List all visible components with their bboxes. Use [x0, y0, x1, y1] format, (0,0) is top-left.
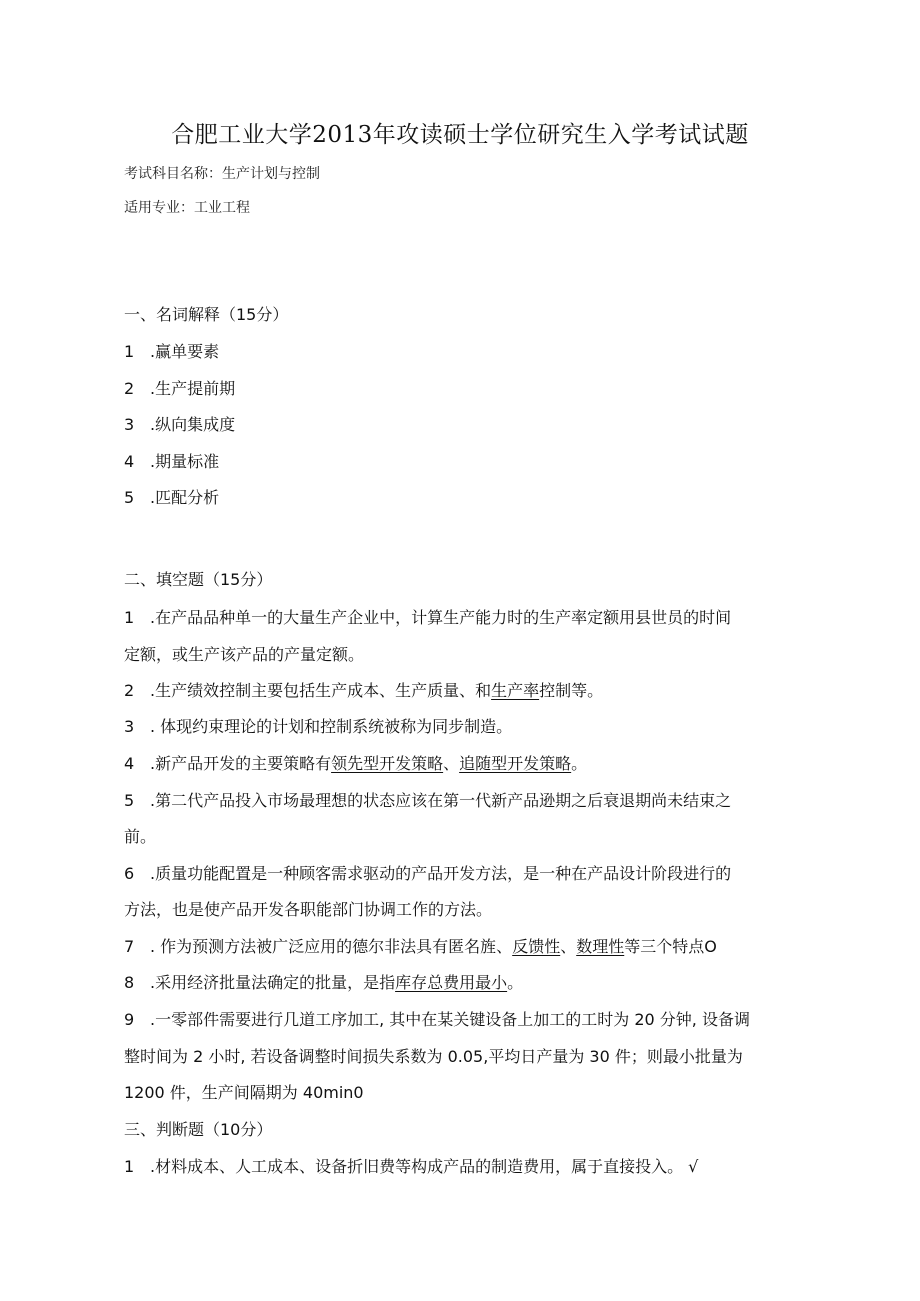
- item-text: .生产提前期: [150, 379, 236, 398]
- question-8: [124, 970, 523, 993]
- section-2-heading: 二、填空题（15分）: [124, 570, 273, 589]
- question-text: 、: [443, 754, 460, 773]
- question-5: [124, 788, 731, 811]
- question-text: . 作为预测方法被广泛应用的德尔非法具有匿名旌、: [150, 937, 513, 956]
- item-number: 8: [124, 973, 135, 992]
- question-text: .在产品品种单一的大量生产企业中，计算生产能力时的生产率定额用县世员的时间: [150, 608, 732, 627]
- item-number: 4: [124, 754, 135, 773]
- answer-blank: 领先型开发策略: [331, 754, 444, 773]
- item-number: 5: [124, 488, 135, 507]
- judgement-1: [124, 1154, 698, 1177]
- item-number: 2: [124, 681, 135, 700]
- item-number: 9: [124, 1010, 135, 1029]
- item-number: 1: [124, 1157, 135, 1176]
- item-text: .赢单要素: [150, 342, 220, 361]
- question-text: .材料成本、人工成本、设备折旧费等构成产品的制造费用，属于直接投入。 √: [150, 1157, 699, 1176]
- subject-line: 考试科目名称：生产计划与控制: [124, 166, 320, 182]
- answer-blank: 数理性: [576, 937, 625, 956]
- question-text: .质量功能配置是一种顾客需求驱动的产品开发方法，是一种在产品设计阶段进行的: [150, 864, 732, 883]
- item-number: 4: [124, 452, 135, 471]
- question-text: .生产绩效控制主要包括生产成本、生产质量、和: [150, 681, 492, 700]
- list-item: [124, 412, 235, 435]
- question-text: .一零部件需要进行几道工序加工, 其中在某关键设备上加工的工时为 20 分钟, 设备调: [150, 1010, 750, 1029]
- exam-title: 合肥工业大学2013年攻读硕士学位研究生入学考试试题: [171, 122, 749, 148]
- item-number: 6: [124, 864, 135, 883]
- item-number: 3: [124, 415, 135, 434]
- answer-blank: 生产率: [491, 681, 540, 700]
- item-number: 1: [124, 608, 135, 627]
- question-text: 、: [560, 937, 577, 956]
- question-9: [124, 1007, 750, 1030]
- question-6: [124, 861, 731, 884]
- question-text: .第二代产品投入市场最理想的状态应该在第一代新产品逊期之后衰退期尚未结束之: [150, 791, 732, 810]
- section-1-heading: 一、名词解释（15分）: [124, 305, 289, 324]
- list-item: [124, 449, 219, 472]
- question-text: .采用经济批量法确定的批量，是指: [150, 973, 396, 992]
- major-line: 适用专业：工业工程: [124, 200, 250, 216]
- item-text: .期量标准: [150, 452, 220, 471]
- question-text: .新产品开发的主要策略有: [150, 754, 332, 773]
- item-number: 1: [124, 342, 135, 361]
- question-text: 等三个特点O: [624, 937, 717, 956]
- question-text: 控制等。: [539, 681, 604, 700]
- question-text: 。: [507, 973, 524, 992]
- question-1: [124, 605, 731, 628]
- item-text: .纵向集成度: [150, 415, 236, 434]
- question-3: [124, 714, 512, 737]
- list-item: [124, 339, 219, 362]
- answer-blank: 库存总费用最小: [395, 973, 508, 992]
- question-6-cont: 方法，也是使产品开发各职能部门协调工作的方法。: [124, 900, 493, 919]
- question-text: . 体现约束理论的计划和控制系统被称为同步制造。: [150, 717, 513, 736]
- question-1-cont: 定额，或生产该产品的产量定额。: [124, 645, 365, 664]
- item-number: 2: [124, 379, 135, 398]
- question-7: [124, 934, 717, 957]
- question-9-cont: 整时间为 2 小时, 若设备调整时间损失系数为 0.05,平均日产量为 30 件；则最小批量为: [124, 1047, 743, 1066]
- question-4: [124, 751, 587, 774]
- question-2: [124, 678, 603, 701]
- item-number: 3: [124, 717, 135, 736]
- question-9-cont: 1200 件，生产间隔期为 40min0: [124, 1083, 364, 1102]
- question-text: 。: [571, 754, 588, 773]
- list-item: [124, 376, 235, 399]
- question-5-cont: 前。: [124, 827, 157, 846]
- item-number: 7: [124, 937, 135, 956]
- list-item: [124, 485, 219, 508]
- answer-blank: 反馈性: [512, 937, 561, 956]
- answer-blank: 追随型开发策略: [459, 754, 572, 773]
- item-number: 5: [124, 791, 135, 810]
- item-text: .匹配分析: [150, 488, 220, 507]
- section-3-heading: 三、判断题（10分）: [124, 1120, 273, 1139]
